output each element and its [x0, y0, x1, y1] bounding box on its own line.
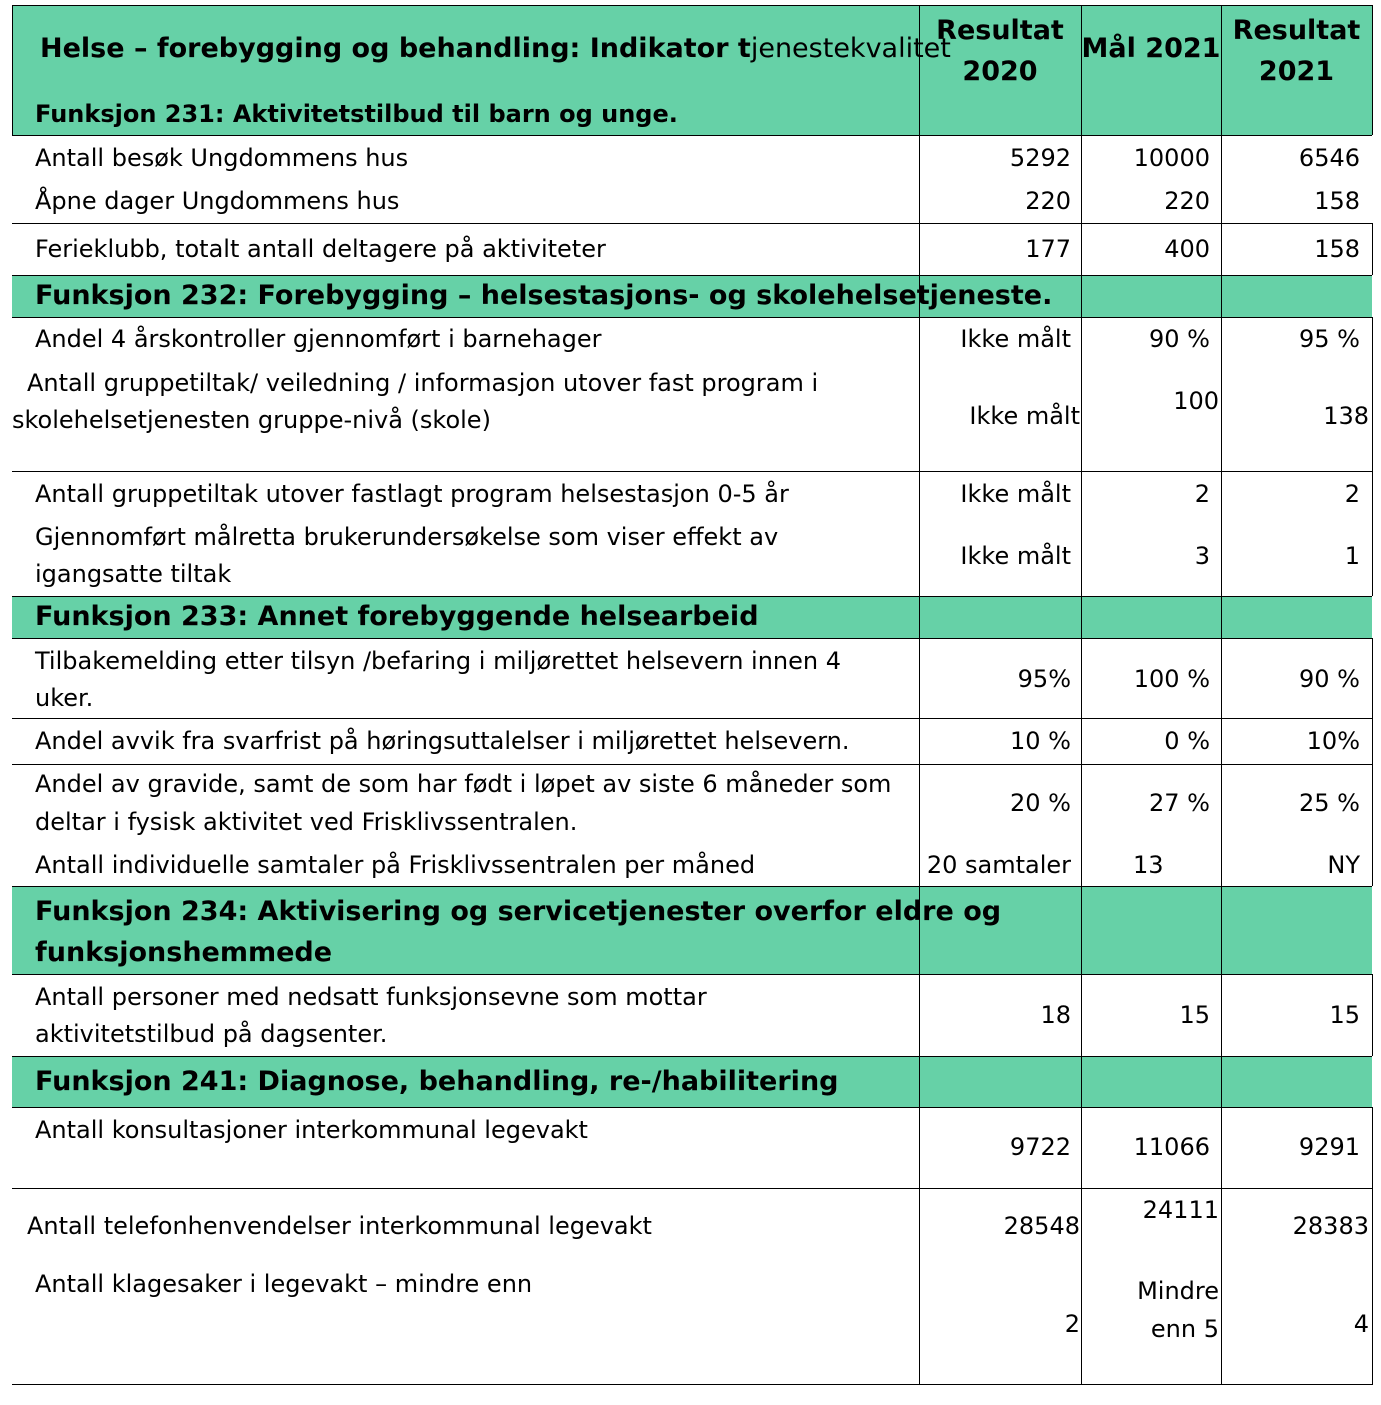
cell-2020: 5292 — [1009, 144, 1071, 172]
cell-goal: 100 % — [1133, 665, 1210, 693]
row-label: Antall gruppetiltak utover fastlagt program helsestasjon 0-5 år — [35, 480, 789, 508]
cell-2021: 90 % — [1299, 665, 1360, 693]
row-label: Andel av gravide, samt de som har født i løpet av siste 6 måneder som — [35, 770, 892, 798]
cell-2020: 177 — [1025, 235, 1071, 263]
row-label: Antall telefonhenvendelser interkommunal legevakt — [27, 1212, 652, 1240]
cell-2020: 10 % — [1010, 727, 1071, 755]
row-label: Antall besøk Ungdommens hus — [35, 144, 409, 172]
row-label-cont: aktivitetstilbud på dagsenter. — [35, 1020, 388, 1048]
row-label: Antall personer med nedsatt funksjonsevne som mottar — [35, 983, 707, 1011]
cell-goal: 0 % — [1164, 727, 1210, 755]
cell-2021: 15 — [1329, 1001, 1360, 1029]
cell-2020: 9722 — [1009, 1133, 1071, 1161]
cell-2020: 2 — [1064, 1310, 1080, 1338]
cell-2021: 4 — [1353, 1310, 1369, 1338]
row-label: Åpne dager Ungdommens hus — [35, 187, 400, 215]
row-label: Antall individuelle samtaler på Frisklivssentralen per måned — [35, 851, 756, 879]
section-231-heading: Funksjon 231: Aktivitetstilbud til barn og unge. — [35, 100, 678, 128]
cell-2021: 95 % — [1299, 325, 1360, 353]
cell-2020: 95% — [1017, 665, 1071, 693]
row-label: Gjennomført målretta brukerundersøkelse som viser effekt av — [35, 523, 779, 551]
cell-goal: 11066 — [1133, 1133, 1210, 1161]
cell-goal: 24111 — [1142, 1196, 1219, 1224]
cell-2021: 158 — [1314, 235, 1360, 263]
cell-2021: 10% — [1306, 727, 1360, 755]
cell-2020: Ikke målt — [969, 402, 1080, 430]
cell-2021: 138 — [1323, 402, 1369, 430]
cell-goal: 400 — [1164, 235, 1210, 263]
cell-goal: 90 % — [1149, 325, 1210, 353]
section-234-heading: Funksjon 234: Aktivisering og servicetjenester overfor eldre og funksjonshemmede — [35, 896, 1002, 968]
cell-2020: Ikke målt — [960, 325, 1071, 353]
row-label: Ferieklubb, totalt antall deltagere på aktiviteter — [35, 235, 606, 263]
col-header-result-2021: Resultat 2021 — [1232, 15, 1361, 87]
table-title: Helse – forebygging og behandling: Indikator tjenestekvalitet — [40, 33, 951, 64]
section-232-heading: Funksjon 232: Forebygging – helsestasjons- og skolehelsetjeneste. — [35, 280, 1053, 311]
row-label-cont: skolehelsetjenesten gruppe-nivå (skole) — [12, 406, 491, 434]
row-label: Andel avvik fra svarfrist på høringsuttalelser i miljørettet helsevern. — [35, 727, 850, 755]
cell-goal: 27 % — [1149, 789, 1210, 817]
cell-goal: 15 — [1179, 1001, 1210, 1029]
cell-2020: 220 — [1025, 187, 1071, 215]
row-label: Andel 4 årskontroller gjennomført i barnehager — [35, 325, 602, 353]
cell-2021: 6546 — [1298, 144, 1360, 172]
cell-goal: 220 — [1164, 187, 1210, 215]
cell-goal: 2 — [1194, 480, 1210, 508]
cell-goal: 100 — [1173, 387, 1219, 415]
row-label: Tilbakemelding etter tilsyn /befaring i miljørettet helsevern innen 4 — [35, 647, 842, 675]
cell-goal: Mindre enn 5 — [1137, 1277, 1219, 1343]
row-label-cont: uker. — [35, 684, 94, 712]
cell-2021: NY — [1327, 851, 1360, 879]
row-label: Antall klagesaker i legevakt – mindre enn — [35, 1270, 533, 1298]
cell-2020: Ikke målt — [960, 480, 1071, 508]
cell-2020: 28548 — [1003, 1212, 1080, 1240]
cell-goal: 13 — [1133, 851, 1164, 879]
row-label: Antall konsultasjoner interkommunal legevakt — [35, 1116, 588, 1144]
section-233-heading: Funksjon 233: Annet forebyggende helsearbeid — [35, 601, 759, 632]
cell-goal: 10000 — [1133, 144, 1210, 172]
cell-2020: Ikke målt — [960, 542, 1071, 570]
cell-2021: 158 — [1314, 187, 1360, 215]
cell-2021: 25 % — [1299, 789, 1360, 817]
cell-2020: 18 — [1040, 1001, 1071, 1029]
row-label: Antall gruppetiltak/ veiledning / informasjon utover fast program i — [27, 369, 819, 397]
col-header-goal-2021: Mål 2021 — [1081, 33, 1221, 64]
cell-2021: 28383 — [1292, 1212, 1369, 1240]
col-header-result-2020: Resultat 2020 — [936, 15, 1064, 87]
cell-2020: 20 % — [1010, 789, 1071, 817]
row-label-cont: deltar i fysisk aktivitet ved Frisklivssentralen. — [35, 808, 578, 836]
cell-2021: 1 — [1344, 542, 1360, 570]
section-241-heading: Funksjon 241: Diagnose, behandling, re-/habilitering — [35, 1066, 839, 1097]
cell-2021: 9291 — [1298, 1133, 1360, 1161]
cell-2020: 20 samtaler — [926, 851, 1071, 879]
cell-goal: 3 — [1194, 542, 1210, 570]
cell-2021: 2 — [1344, 480, 1360, 508]
row-label-cont: igangsatte tiltak — [35, 560, 232, 588]
